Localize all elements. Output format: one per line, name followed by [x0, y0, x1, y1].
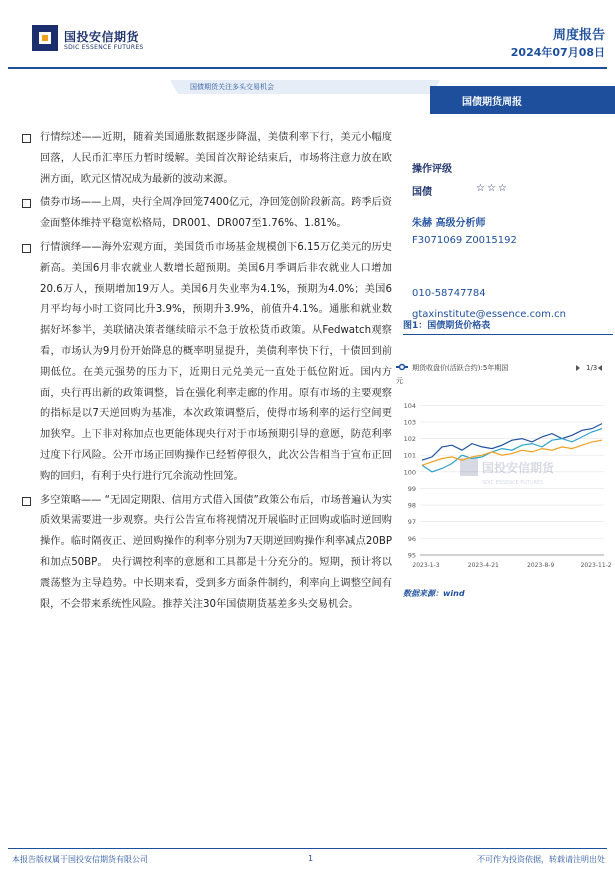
page-footer — [0, 848, 615, 868]
square-bullet-icon — [22, 244, 31, 253]
contact-email[interactable]: gtaxinstitute@essence.com.cn — [412, 309, 566, 320]
side-info-column — [412, 160, 612, 320]
disclaimer-notice: 不可作为投资依据，转载请注明出处 — [477, 855, 605, 864]
y-tick-label: 96 — [407, 534, 416, 543]
report-type: 周度报告 — [552, 28, 605, 43]
x-tick-label: 2023-11-27 — [580, 562, 612, 569]
rating-label: 操作评级 — [412, 164, 452, 175]
report-date: 2024年07月08日 — [510, 46, 605, 59]
watermark-text: 国投安信期货 — [482, 461, 555, 475]
watermark-logo-icon — [460, 458, 478, 476]
copyright-notice: 本报告版权属于国投安信期货有限公司 — [12, 855, 148, 864]
y-tick-label: 98 — [407, 501, 416, 510]
paragraph-text: 行情综述——近期，随着美国通胀数据逐步降温，美债利率下行，美元小幅度回落，人民币汇率压力暂时缓解。美国首次辩论结束后，市场将注意力放在欧洲方面，欧元区情况成为最新的波动来源。 — [40, 132, 392, 185]
legend-next-icon — [598, 365, 602, 371]
watermark-text-en: SDIC ESSENCE FUTURES — [482, 480, 544, 486]
paragraph-strategy — [22, 491, 392, 616]
y-tick-label: 95 — [407, 551, 416, 560]
analyst-name: 朱赫 高级分析师 — [412, 218, 486, 229]
series-line-1 — [422, 424, 602, 461]
logo-text-cn: 国投安信期货 — [64, 30, 140, 44]
header-divider — [8, 67, 607, 69]
main-text-column — [22, 128, 392, 618]
x-tick-label: 2023-4-21 — [467, 562, 499, 569]
legend-suffix: 元 — [396, 377, 403, 385]
paragraph-text: 债券市场——上周，央行全周净回笼7400亿元，净回笼创阶段新高。跨季后资金面整体维持平稳宽松格局，DR001、DR007至1.76%、1.81%。 — [40, 197, 392, 230]
paragraph-text: 行情演绎——海外宏观方面，美国货币市场基金规模创下6.15万亿美元的历史新高。美国6月非农就业人数增长超预期。美国6月季调后非农就业人口增加20.6万人，预期增加19万人。美国6月失业率为4.1%，预期为4.0%；美国6月平均每小时工资同比升3.9%，预期升3.9%，前值升4.1%。通胀和就业数据好坏参半，美联储决策者继续暗示不急于放松货币政策。从Fedwatch观察看，市场认为9月份开始降息的概率明显提升，美债利率快下行，十债回到前期低位。在美元强势的压力下，近期日元兑美元一直处于低位附近。国内方面，央行再出新的政策调整，旨在强化利率走廊的作用。原有市场的主要观察的指标是以7天逆回购为基准，本次政策调整后，使得市场利率的运行空间更加狭窄。上下非对称加点也更能体现央行对于市场预期引导的意愿，防范利率过度下行风险。公开市场正回购操作已经暂停很久，此次公告相当于宣布正回购的回归，有利于央行进行冗余流动性回笼。 — [40, 241, 392, 482]
logo-text-en: SDIC ESSENCE FUTURES — [64, 44, 144, 51]
banner-right-box — [430, 86, 615, 114]
futures-price-chart — [390, 355, 612, 577]
chart-svg — [390, 355, 612, 577]
rating-stars: ☆☆☆ — [476, 183, 509, 194]
square-bullet-icon — [22, 199, 31, 208]
banner-left-title: 国债期货关注多头交易机会 — [190, 83, 274, 91]
analyst-certificate: F3071069 Z0015192 — [412, 235, 517, 246]
data-source: 数据来源：wind — [403, 589, 465, 598]
figure-title: 图1：国债期货价格表 — [403, 318, 613, 335]
rating-item: 国债 — [412, 187, 432, 198]
y-tick-label: 100 — [403, 468, 416, 477]
x-tick-label: 2023-8-9 — [527, 562, 555, 569]
footer-divider — [8, 848, 607, 849]
page-header — [0, 0, 615, 70]
legend-prev-icon — [576, 365, 580, 371]
y-tick-label: 97 — [407, 518, 416, 527]
y-tick-label: 103 — [403, 418, 416, 427]
y-tick-label: 99 — [407, 484, 416, 493]
contact-phone: 010-58747784 — [412, 288, 486, 299]
y-tick-label: 102 — [403, 435, 416, 444]
company-logo-icon — [32, 25, 58, 51]
paragraph-market-analysis — [22, 238, 392, 488]
paragraph-bond-market — [22, 193, 392, 235]
paragraph-market-overview — [22, 128, 392, 190]
page-number: 1 — [308, 854, 314, 863]
legend-label: 期货收盘价(活跃合约):5年期国 — [412, 364, 509, 372]
x-tick-label: 2023-1-3 — [412, 562, 440, 569]
square-bullet-icon — [22, 134, 31, 143]
paragraph-text: 多空策略—— “无固定期限、信用方式借入国债”政策公布后，市场普遍认为实质效果需要进一步观察。央行公告宣布将视情况开展临时正回购或临时逆回购操作。临时隔夜正、逆回购操作的利率分别为7天期逆回购操作利率减点20BP和加点50BP。 央行调控利率的意愿和工具都是十分充分的。短期，预计将以震荡整为主导趋势。中长期来看，受到多方面条件制约，利率向上调整空间有限，不会带来系统性风险。推荐关注30年国债期货基差多头交易机会。 — [40, 494, 392, 610]
banner-right-title: 国债期货周报 — [462, 97, 522, 108]
y-tick-label: 104 — [403, 401, 416, 410]
square-bullet-icon — [22, 497, 31, 506]
legend-marker-icon — [400, 365, 405, 370]
rating-row — [412, 183, 612, 198]
legend-page-indicator: 1/3 — [586, 364, 598, 372]
y-tick-label: 101 — [403, 451, 416, 460]
